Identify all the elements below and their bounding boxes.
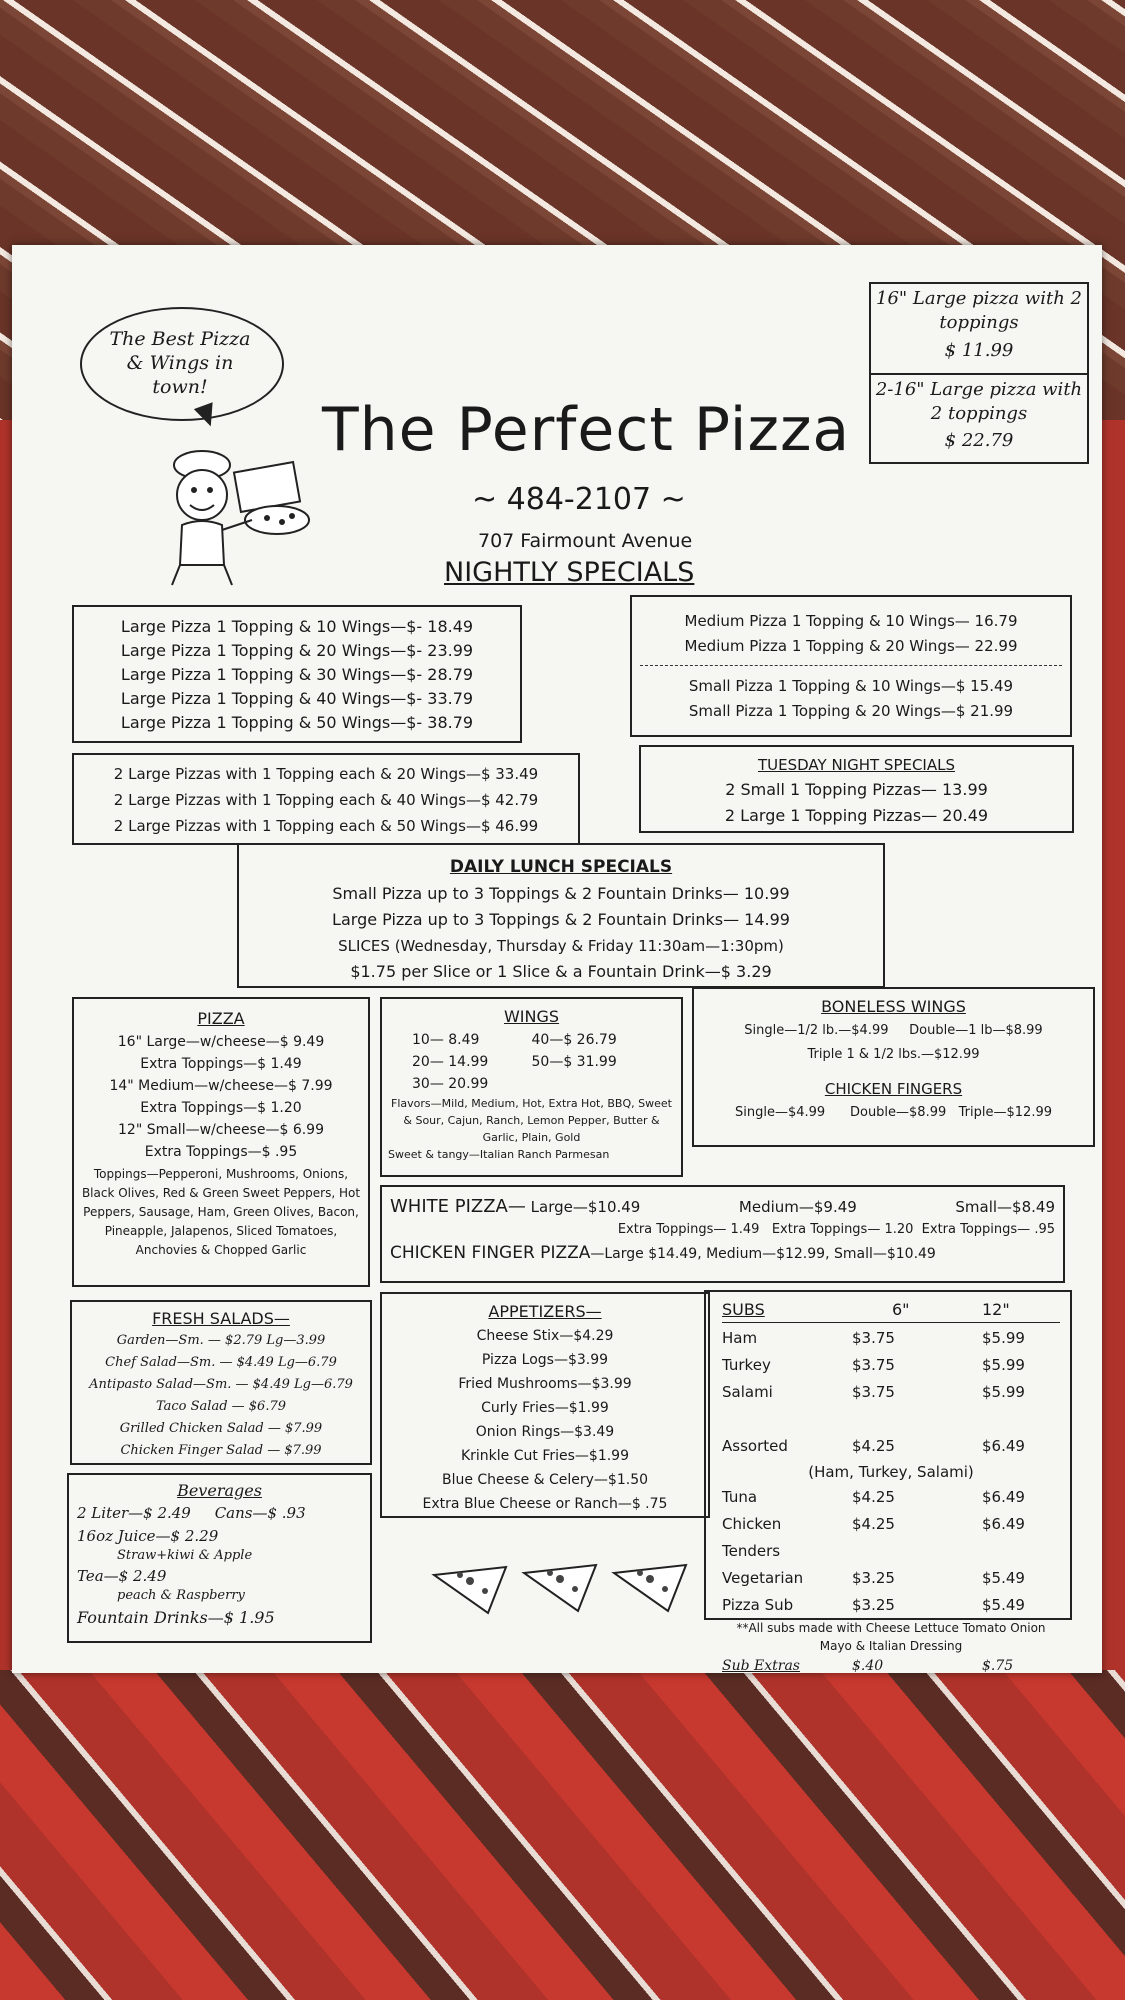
lunch-line: $1.75 per Slice or 1 Slice & a Fountain Drink—$ 3.29	[350, 962, 772, 981]
sub-name: Assorted	[722, 1437, 788, 1455]
sub-price-12: $6.49	[982, 1488, 1025, 1506]
subs-heading-rule	[722, 1322, 1060, 1323]
beverage-line: 16oz Juice—$ 2.29	[77, 1527, 219, 1545]
subs-col-6: 6"	[892, 1300, 910, 1319]
lunch-specials-box	[237, 843, 885, 988]
tuesday-heading: TUESDAY NIGHT SPECIALS	[757, 756, 955, 774]
salad-line: Grilled Chicken Salad — $7.99	[119, 1421, 323, 1436]
deal-divider	[869, 373, 1089, 375]
pizza-slice-icon	[430, 1563, 510, 1618]
sub-price-6: $4.25	[852, 1515, 895, 1533]
beverage-line: Fountain Drinks—$ 1.95	[77, 1608, 275, 1627]
sub-price-6: $4.25	[852, 1488, 895, 1506]
deal-1-text: 16" Large pizza with 2 toppings	[876, 288, 1082, 333]
lunch-line: Large Pizza up to 3 Toppings & 2 Fountain Drinks— 14.99	[332, 910, 790, 929]
pizza-line: 16" Large—w/cheese—$ 9.49	[117, 1034, 325, 1050]
sub-price-6: $3.75	[852, 1383, 895, 1401]
subs-box	[704, 1290, 1072, 1674]
toppings-list: Toppings—Pepperoni, Mushrooms, Onions, Black Olives, Red & Green Sweet Peppers, Hot Peppers, Sausage, Ham, Green Olives, Bacon, Pineapple, Jalapenos, Sliced Tomatoes, Anchovies & Chopped Garlic	[81, 1167, 361, 1257]
subs-heading: SUBS	[722, 1300, 765, 1319]
wings-price: 50—$ 31.99	[531, 1054, 617, 1070]
sub-price-12: $5.49	[982, 1596, 1025, 1614]
pizza-line: 14" Medium—w/cheese—$ 7.99	[109, 1078, 333, 1094]
assorted-note: (Ham, Turkey, Salami)	[808, 1463, 974, 1481]
wing-flavors-extra: Sweet & tangy—Italian Ranch Parmesan	[388, 1148, 610, 1161]
salad-line: Garden—Sm. — $2.79 Lg—3.99	[116, 1333, 326, 1348]
appetizers-heading: APPETIZERS—	[488, 1302, 602, 1321]
sub-price-6: $3.25	[852, 1596, 895, 1614]
deal-2-text: 2-16" Large pizza with 2 toppings	[875, 379, 1083, 424]
white-pizza-extras: Extra Toppings— 1.49 Extra Toppings— 1.20 Extra Toppings— .95	[617, 1222, 1055, 1237]
sub-price-6: $3.75	[852, 1329, 895, 1347]
appetizer-line: Curly Fries—$1.99	[481, 1400, 609, 1416]
white-pizza-medium: Medium—$9.49	[738, 1198, 857, 1216]
appetizer-line: Krinkle Cut Fries—$1.99	[460, 1448, 629, 1464]
boneless-line: Triple 1 & 1/2 lbs.—$12.99	[807, 1047, 980, 1062]
tuesday-line: 2 Small 1 Topping Pizzas— 13.99	[725, 780, 988, 799]
sub-extras-label: Sub Extras	[722, 1658, 800, 1674]
appetizer-line: Fried Mushrooms—$3.99	[458, 1376, 632, 1392]
small-special-line: Small Pizza 1 Topping & 10 Wings—$ 15.49	[688, 677, 1014, 695]
appetizer-line: Cheese Stix—$4.29	[476, 1328, 614, 1344]
appetizer-line: Blue Cheese & Celery—$1.50	[441, 1472, 649, 1488]
white-pizza-large: Large—$10.49	[530, 1198, 641, 1216]
sub-price-6: $3.25	[852, 1569, 895, 1587]
subs-col-12: 12"	[982, 1300, 1010, 1319]
sub-price-6: $4.25	[852, 1437, 895, 1455]
tuesday-specials-box	[639, 745, 1074, 833]
deal-1-price: $ 11.99	[944, 340, 1014, 361]
salad-line: Chicken Finger Salad — $7.99	[120, 1443, 322, 1458]
large-special-line: Large Pizza 1 Topping & 30 Wings—$- 28.79	[120, 665, 474, 684]
address: 707 Fairmount Avenue	[478, 530, 693, 552]
large-special-line: Large Pizza 1 Topping & 10 Wings—$- 18.49	[120, 617, 474, 636]
sub-name: Salami	[722, 1383, 773, 1401]
speech-bubble-text: The Best Pizza & Wings in town!	[109, 328, 251, 398]
spacer	[982, 1406, 1052, 1433]
wing-flavors: Flavors—Mild, Medium, Hot, Extra Hot, BBQ, Sweet & Sour, Cajun, Ranch, Lemon Pepper, Butter & Garlic, Plain, Gold	[391, 1097, 672, 1144]
large-special-line: Large Pizza 1 Topping & 50 Wings—$- 38.79	[120, 713, 474, 732]
white-pizza-box	[380, 1185, 1065, 1283]
sub-price-12: $5.99	[982, 1383, 1025, 1401]
nightly-specials-heading: NIGHTLY SPECIALS	[444, 557, 695, 588]
pizza-box	[72, 997, 370, 1287]
medium-special-line: Medium Pizza 1 Topping & 20 Wings— 22.99	[684, 637, 1018, 655]
appetizers-box	[380, 1292, 710, 1518]
deal-2-price: $ 22.79	[944, 430, 1014, 451]
salad-line: Chef Salad—Sm. — $4.49 Lg—6.79	[105, 1355, 337, 1370]
medium-special-line: Medium Pizza 1 Topping & 10 Wings— 16.79	[684, 612, 1018, 630]
salad-line: Antipasto Salad—Sm. — $4.49 Lg—6.79	[89, 1377, 353, 1392]
sub-extras-6: $.40	[852, 1658, 884, 1674]
chicken-finger-pizza-label: CHICKEN FINGER PIZZA	[390, 1243, 591, 1263]
sub-name: Ham	[722, 1329, 758, 1347]
chicken-fingers-heading: CHICKEN FINGERS	[824, 1080, 963, 1098]
two-large-line: 2 Large Pizzas with 1 Topping each & 40 Wings—$ 42.79	[113, 791, 539, 809]
chicken-finger-pizza-prices: —Large $14.49, Medium—$12.99, Small—$10.49	[590, 1246, 936, 1262]
sub-name: Vegetarian	[722, 1569, 804, 1587]
large-special-line: Large Pizza 1 Topping & 40 Wings—$- 33.79	[120, 689, 474, 708]
sub-name: Chicken Tenders	[722, 1515, 782, 1560]
chicken-fingers-line: Single—$4.99 Double—$8.99 Triple—$12.99	[735, 1105, 1052, 1120]
small-special-line: Small Pizza 1 Topping & 20 Wings—$ 21.99	[688, 702, 1014, 720]
sub-price-12: $6.49	[982, 1437, 1025, 1455]
salads-box	[70, 1300, 372, 1465]
white-pizza-small: Small—$8.49	[955, 1198, 1055, 1216]
pizza-box-red-print	[0, 1640, 1125, 2000]
beverages-heading: Beverages	[177, 1481, 262, 1500]
sub-price-12: $5.99	[982, 1356, 1025, 1374]
wings-price: 10— 8.49	[412, 1032, 480, 1048]
boneless-wings-box	[692, 987, 1095, 1147]
two-large-line: 2 Large Pizzas with 1 Topping each & 20 Wings—$ 33.49	[113, 765, 539, 783]
menu-sheet	[12, 245, 1102, 1673]
appetizer-line: Pizza Logs—$3.99	[481, 1352, 609, 1368]
two-large-line: 2 Large Pizzas with 1 Topping each & 50 Wings—$ 46.99	[113, 817, 539, 835]
spacer	[722, 1406, 842, 1433]
sub-name: Pizza Sub	[722, 1596, 794, 1614]
tuesday-line: 2 Large 1 Topping Pizzas— 20.49	[724, 806, 989, 825]
appetizer-line: Onion Rings—$3.49	[475, 1424, 615, 1440]
chef-mascot-icon	[152, 445, 332, 595]
wings-price: 30— 20.99	[412, 1076, 489, 1092]
page-title: The Perfect Pizza	[322, 395, 851, 465]
pizza-line: 12" Small—w/cheese—$ 6.99	[118, 1122, 324, 1138]
appetizer-line: Extra Blue Cheese or Ranch—$ .75	[422, 1496, 668, 1512]
white-pizza-label: WHITE PIZZA—	[390, 1196, 526, 1217]
salad-line: Taco Salad — $6.79	[155, 1399, 287, 1414]
medium-small-specials-box	[630, 595, 1072, 737]
large-special-line: Large Pizza 1 Topping & 20 Wings—$- 23.99	[120, 641, 474, 660]
sub-price-12: $6.49	[982, 1515, 1025, 1533]
wings-price: 20— 14.99	[412, 1054, 489, 1070]
lunch-line: Small Pizza up to 3 Toppings & 2 Fountain Drinks— 10.99	[332, 884, 790, 903]
large-specials-box	[72, 605, 522, 743]
dashed-divider	[640, 665, 1062, 666]
phone-number: ~ 484-2107 ~	[472, 482, 686, 517]
beverage-line: peach & Raspberry	[117, 1588, 245, 1603]
wings-box	[380, 997, 683, 1177]
subs-note: **All subs made with Cheese Lettuce Tomato Onion Mayo & Italian Dressing	[736, 1621, 1046, 1653]
boneless-line: Single—1/2 lb.—$4.99 Double—1 lb—$8.99	[744, 1023, 1043, 1038]
salads-heading: FRESH SALADS—	[152, 1309, 290, 1328]
lunch-heading: DAILY LUNCH SPECIALS	[449, 857, 673, 877]
sub-extras-12: $.75	[982, 1658, 1014, 1674]
sub-price-12: $5.49	[982, 1569, 1025, 1587]
beverage-line: Tea—$ 2.49	[77, 1567, 167, 1585]
spacer	[852, 1406, 972, 1433]
sub-name: Tuna	[722, 1488, 758, 1506]
pizza-slice-icon	[610, 1561, 690, 1616]
pizza-line: Extra Toppings—$ .95	[144, 1144, 298, 1160]
beverages-box	[67, 1473, 372, 1643]
pizza-heading: PIZZA	[197, 1009, 245, 1028]
two-large-specials-box	[72, 753, 580, 845]
sub-name: Turkey	[722, 1356, 771, 1374]
pizza-slice-icon	[520, 1561, 600, 1616]
boneless-heading: BONELESS WINGS	[821, 997, 966, 1016]
beverage-line: 2 Liter—$ 2.49 Cans—$ .93	[77, 1504, 306, 1522]
lunch-line: SLICES (Wednesday, Thursday & Friday 11:30am—1:30pm)	[338, 937, 784, 955]
wings-heading: WINGS	[503, 1007, 560, 1026]
sub-price-6: $3.75	[852, 1356, 895, 1374]
pizza-line: Extra Toppings—$ 1.20	[140, 1100, 302, 1116]
wings-price: 40—$ 26.79	[531, 1032, 617, 1048]
beverage-line: Straw+kiwi & Apple	[117, 1548, 253, 1563]
pizza-line: Extra Toppings—$ 1.49	[140, 1056, 302, 1072]
sub-price-12: $5.99	[982, 1329, 1025, 1347]
